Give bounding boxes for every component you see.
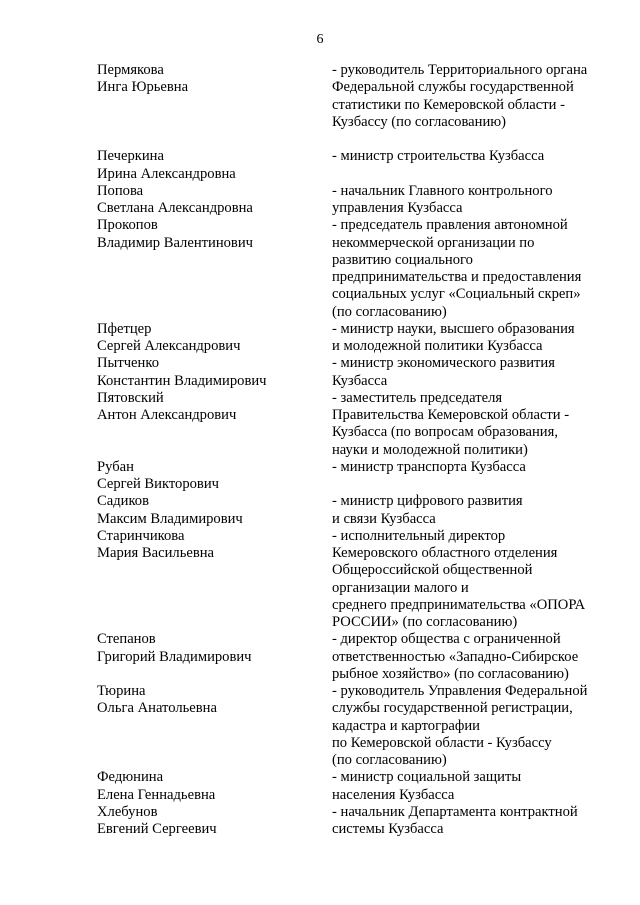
member-position-line: Кузбасса (по вопросам образования, xyxy=(332,424,558,441)
member-name xyxy=(97,148,332,183)
member-entry xyxy=(97,355,612,390)
member-position xyxy=(332,769,612,804)
member-name-line: Светлана Александровна xyxy=(97,200,253,216)
member-position xyxy=(332,493,612,528)
member-name xyxy=(97,528,332,632)
member-position-line: предпринимательства и предоставления xyxy=(332,269,582,285)
member-name-line: Пермякова xyxy=(97,62,164,78)
member-name xyxy=(97,62,332,131)
member-name-line: Антон Александрович xyxy=(97,407,237,423)
member-name-line: Старинчикова xyxy=(97,527,185,544)
member-position-line: по Кемеровской области - Кузбассу xyxy=(332,734,552,751)
member-name xyxy=(97,183,332,218)
member-position xyxy=(332,683,612,769)
member-entry xyxy=(97,769,612,804)
member-position-line: ответственностью «Западно-Сибирское xyxy=(332,648,579,665)
member-position-line: - руководитель Управления Федеральной xyxy=(332,683,588,699)
member-name xyxy=(97,631,332,683)
member-position-line: - исполнительный директор xyxy=(332,527,506,544)
member-name-line: Владимир Валентинович xyxy=(97,234,253,251)
member-position-line: рыбное хозяйство» (по согласованию) xyxy=(332,665,569,682)
member-position-line: населения Кузбасса xyxy=(332,786,455,803)
member-position xyxy=(332,183,612,218)
member-name xyxy=(97,321,332,356)
member-position xyxy=(332,528,612,632)
member-position-line: - директор общества с ограниченной xyxy=(332,631,561,648)
member-name xyxy=(97,493,332,528)
member-position-line: службы государственной регистрации, xyxy=(332,700,573,717)
member-name-line: Сергей Викторович xyxy=(97,476,219,492)
member-position-line: (по согласованию) xyxy=(332,303,447,320)
member-position-line: - руководитель Территориального органа xyxy=(332,62,588,78)
member-position xyxy=(332,148,612,183)
member-position-line: Кемеровского областного отделения xyxy=(332,545,558,561)
member-position-line: Кузбасса xyxy=(332,372,388,389)
member-name-line: Мария Васильевна xyxy=(97,545,215,561)
member-position xyxy=(332,631,612,683)
member-position-line: системы Кузбасса xyxy=(332,821,444,837)
member-position-line: - министр науки, высшего образования xyxy=(332,320,575,337)
member-position-line: - начальник Главного контрольного xyxy=(332,182,553,199)
member-name-line: Евгений Сергеевич xyxy=(97,821,217,837)
member-name xyxy=(97,769,332,804)
member-position-line: науки и молодежной политики) xyxy=(332,441,528,458)
member-name-line: Ольга Анатольевна xyxy=(97,700,217,717)
member-name-line: Сергей Александрович xyxy=(97,338,241,354)
member-list xyxy=(97,62,612,838)
member-position-line: статистики по Кемеровской области - xyxy=(332,96,565,113)
member-name-line: Пфетцер xyxy=(97,320,152,337)
member-entry xyxy=(97,217,612,321)
member-name xyxy=(97,217,332,321)
member-position xyxy=(332,217,612,321)
member-position-line: и связи Кузбасса xyxy=(332,510,436,527)
member-name-line: Ирина Александровна xyxy=(97,165,236,182)
member-name-line: Инга Юрьевна xyxy=(97,79,189,96)
page-number: 6 xyxy=(316,32,324,47)
member-name-line: Константин Владимирович xyxy=(97,372,267,389)
member-position-line: - председатель правления автономной xyxy=(332,217,568,234)
member-position-line: социальных услуг «Социальный скреп» xyxy=(332,286,581,303)
member-position-line: - министр транспорта Кузбасса xyxy=(332,458,526,475)
member-name xyxy=(97,355,332,390)
member-entry xyxy=(97,493,612,528)
member-position-line: - министр цифрового развития xyxy=(332,493,523,510)
member-position-line: кадастра и картографии xyxy=(332,717,480,734)
member-position-line: - заместитель председателя xyxy=(332,389,503,406)
member-name-line: Максим Владимирович xyxy=(97,510,243,527)
member-position xyxy=(332,390,612,459)
member-position-line: организации малого и xyxy=(332,579,469,596)
member-position-line: - министр социальной защиты xyxy=(332,769,522,786)
member-name-line: Пятовский xyxy=(97,389,164,406)
member-entry xyxy=(97,631,612,683)
member-entry xyxy=(97,459,612,494)
member-position xyxy=(332,62,612,131)
member-position-line: некоммерческой организации по xyxy=(332,234,535,251)
member-position xyxy=(332,321,612,356)
member-name-line: Григорий Владимирович xyxy=(97,648,252,665)
member-position-line: Правительства Кемеровской области - xyxy=(332,407,570,423)
member-entry xyxy=(97,321,612,356)
member-name-line: Прокопов xyxy=(97,217,158,234)
member-position xyxy=(332,355,612,390)
member-name-line: Степанов xyxy=(97,631,156,648)
member-entry xyxy=(97,683,612,769)
member-name-line: Попова xyxy=(97,182,144,199)
member-name-line: Хлебунов xyxy=(97,803,158,820)
member-position-line: и молодежной политики Кузбасса xyxy=(332,338,543,354)
member-name-line: Федюнина xyxy=(97,769,164,786)
member-position-line: РОССИИ» (по согласованию) xyxy=(332,614,518,630)
member-name-line: Тюрина xyxy=(97,683,146,699)
member-name xyxy=(97,683,332,769)
member-position-line: - министр экономического развития xyxy=(332,355,555,372)
member-position-line: Кузбассу (по согласованию) xyxy=(332,113,507,130)
member-entry xyxy=(97,528,612,632)
member-entry xyxy=(97,62,612,131)
member-position-line: среднего предпринимательства «ОПОРА xyxy=(332,596,586,613)
member-name-line: Пытченко xyxy=(97,355,159,372)
member-name xyxy=(97,804,332,839)
member-position-line: управления Кузбасса xyxy=(332,200,463,216)
member-position xyxy=(332,459,612,494)
member-entry xyxy=(97,390,612,459)
member-position-line: - начальник Департамента контрактной xyxy=(332,803,578,820)
member-position-line: Федеральной службы государственной xyxy=(332,79,574,96)
member-name-line: Садиков xyxy=(97,493,149,510)
member-name-line: Рубан xyxy=(97,458,134,475)
member-name xyxy=(97,390,332,459)
member-name-line: Елена Геннадьевна xyxy=(97,786,216,803)
member-entry xyxy=(97,148,612,183)
member-position-line: Общероссийской общественной xyxy=(332,562,533,579)
member-name-line: Печеркина xyxy=(97,148,164,165)
member-name xyxy=(97,459,332,494)
member-position-line: развитию социального xyxy=(332,251,473,268)
member-position-line: - министр строительства Кузбасса xyxy=(332,148,545,165)
member-position xyxy=(332,804,612,839)
member-entry xyxy=(97,804,612,839)
member-entry xyxy=(97,183,612,218)
member-position-line: (по согласованию) xyxy=(332,752,447,768)
